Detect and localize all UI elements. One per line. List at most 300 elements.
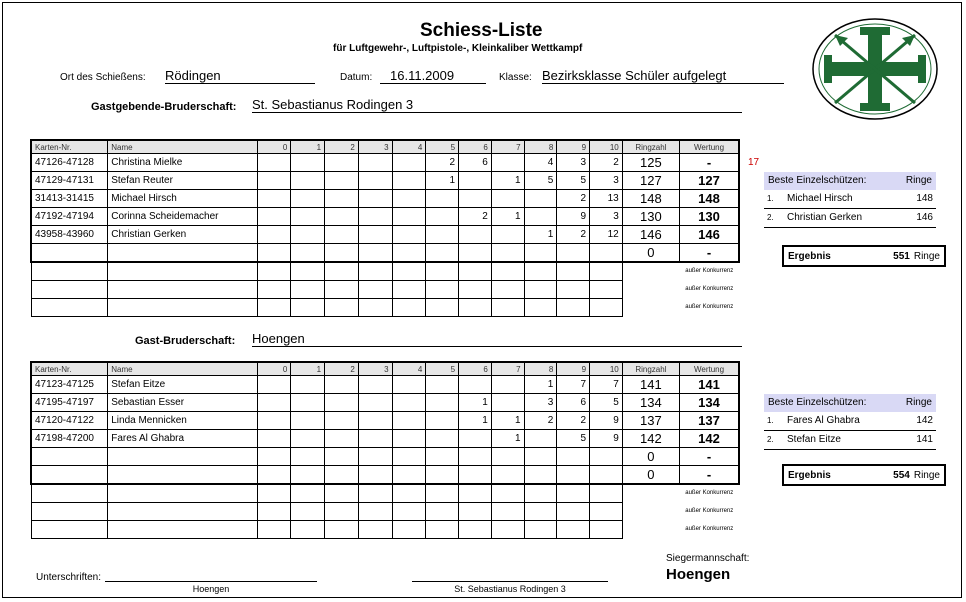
column-header: 2 xyxy=(325,140,359,154)
score-count-cell: 6 xyxy=(557,394,590,412)
shooter-name-cell: Michael Hirsch xyxy=(108,190,257,208)
signature-label-guest: Hoengen xyxy=(192,584,230,594)
score-count-cell xyxy=(524,208,557,226)
blank-cell xyxy=(358,503,392,521)
rings: 142 xyxy=(916,415,933,426)
score-count-cell xyxy=(257,190,291,208)
score-count-cell: 2 xyxy=(557,412,590,430)
score-count-cell xyxy=(491,226,524,244)
blank-cell xyxy=(31,521,108,539)
result-unit: Ringe xyxy=(913,250,940,262)
score-count-cell: 1 xyxy=(459,394,492,412)
host-team-label: Gastgebende-Bruderschaft: xyxy=(91,101,237,113)
winner-label: Siegermannschaft: xyxy=(666,553,750,564)
blank-cell xyxy=(358,521,392,539)
score-count-cell xyxy=(491,376,524,394)
score-count-cell xyxy=(291,376,325,394)
column-header: 9 xyxy=(557,140,590,154)
score-count-cell: 9 xyxy=(557,208,590,226)
score-count-cell: 1 xyxy=(459,412,492,430)
score-count-cell xyxy=(491,448,524,466)
blank-cell xyxy=(459,503,492,521)
guest-team-name: Hoengen xyxy=(252,331,742,347)
rating-cell: - xyxy=(680,244,739,263)
table-row xyxy=(31,394,739,412)
column-header: 4 xyxy=(392,362,426,376)
score-count-cell xyxy=(524,466,557,485)
score-count-cell: 5 xyxy=(590,394,623,412)
score-count-cell xyxy=(291,154,325,172)
datum-label: Datum: xyxy=(340,72,373,83)
score-count-cell xyxy=(358,208,392,226)
column-header: 0 xyxy=(257,140,291,154)
score-count-cell xyxy=(557,244,590,263)
score-count-cell xyxy=(358,190,392,208)
blank-cell xyxy=(325,521,359,539)
blank-row xyxy=(31,484,739,503)
blank-cell xyxy=(557,281,590,299)
shooter-name: Stefan Eitze xyxy=(787,434,841,445)
blank-cell xyxy=(459,262,492,281)
blank-cell xyxy=(392,262,426,281)
score-count-cell: 2 xyxy=(459,208,492,226)
ring-total-cell: 127 xyxy=(622,172,679,190)
rating-cell: - xyxy=(680,154,739,172)
blank-row xyxy=(31,262,739,281)
blank-cell xyxy=(358,262,392,281)
score-count-cell: 2 xyxy=(524,412,557,430)
score-count-cell xyxy=(257,394,291,412)
score-count-cell xyxy=(524,430,557,448)
blank-row xyxy=(31,503,739,521)
score-count-cell xyxy=(524,448,557,466)
score-count-cell xyxy=(291,172,325,190)
score-count-cell: 1 xyxy=(426,172,459,190)
out-of-competition-note: außer Konkurrenz xyxy=(685,304,734,310)
card-number-cell: 47123-47125 xyxy=(31,376,108,394)
rating-cell: 142 xyxy=(680,430,739,448)
column-header: 0 xyxy=(257,362,291,376)
score-count-cell xyxy=(590,244,623,263)
card-number-cell xyxy=(31,244,108,263)
score-count-cell xyxy=(257,172,291,190)
host-best-shooters xyxy=(764,172,936,228)
score-count-cell xyxy=(257,244,291,263)
out-of-competition-note: außer Konkurrenz xyxy=(685,268,734,275)
column-header: Wertung xyxy=(680,140,739,154)
blank-cell xyxy=(622,503,679,521)
rings: 148 xyxy=(916,193,933,204)
rank: 2. xyxy=(767,435,774,444)
card-number-cell: 47126-47128 xyxy=(31,154,108,172)
score-count-cell xyxy=(459,466,492,485)
blank-cell xyxy=(426,503,459,521)
blank-cell xyxy=(426,299,459,317)
score-count-cell: 3 xyxy=(590,208,623,226)
blank-cell xyxy=(108,262,257,281)
score-count-cell: 2 xyxy=(590,154,623,172)
score-count-cell xyxy=(291,226,325,244)
card-number-cell xyxy=(31,466,108,485)
blank-cell xyxy=(392,521,426,539)
rating-cell: 146 xyxy=(680,226,739,244)
blank-cell xyxy=(557,299,590,317)
score-count-cell xyxy=(392,208,426,226)
blank-cell xyxy=(257,521,291,539)
score-count-cell xyxy=(392,172,426,190)
blank-cell xyxy=(524,521,557,539)
score-count-cell xyxy=(524,244,557,263)
score-count-cell: 5 xyxy=(524,172,557,190)
page-subtitle: für Luftgewehr-, Luftpistole-, Kleinkaliber Wettkampf xyxy=(333,43,583,54)
blank-cell xyxy=(524,299,557,317)
blank-cell xyxy=(325,299,359,317)
column-header: 6 xyxy=(459,140,492,154)
page-title: Schiess-Liste xyxy=(420,20,543,41)
column-header: 10 xyxy=(590,140,623,154)
card-number-cell: 47192-47194 xyxy=(31,208,108,226)
blank-cell xyxy=(358,299,392,317)
score-count-cell: 1 xyxy=(524,376,557,394)
blank-cell xyxy=(358,484,392,503)
score-count-cell xyxy=(257,412,291,430)
rings: 141 xyxy=(916,434,933,445)
score-count-cell: 2 xyxy=(557,226,590,244)
winner-team: Hoengen xyxy=(666,566,731,583)
blank-cell xyxy=(491,299,524,317)
ring-total-cell: 134 xyxy=(622,394,679,412)
score-count-cell xyxy=(325,154,359,172)
score-count-cell xyxy=(257,154,291,172)
rank: 1. xyxy=(767,194,774,203)
column-header: 7 xyxy=(491,362,524,376)
rating-cell: 141 xyxy=(680,376,739,394)
blank-cell xyxy=(325,484,359,503)
score-count-cell xyxy=(291,190,325,208)
score-count-cell xyxy=(557,448,590,466)
shooter-name-cell: Sebastian Esser xyxy=(108,394,257,412)
score-count-cell xyxy=(392,394,426,412)
side-number: 17 xyxy=(748,157,760,168)
shooter-name: Christian Gerken xyxy=(787,212,863,223)
blank-cell xyxy=(459,521,492,539)
blank-cell xyxy=(31,484,108,503)
score-count-cell xyxy=(426,412,459,430)
rating-cell: - xyxy=(680,466,739,485)
score-count-cell xyxy=(459,448,492,466)
score-count-cell xyxy=(392,448,426,466)
blank-cell xyxy=(524,281,557,299)
column-header: Name xyxy=(108,362,257,376)
card-number-cell: 47120-47122 xyxy=(31,412,108,430)
blank-cell xyxy=(257,484,291,503)
blank-cell xyxy=(291,503,325,521)
blank-cell xyxy=(392,299,426,317)
signature-line-guest xyxy=(105,581,317,594)
blank-cell xyxy=(108,521,257,539)
shooter-name-cell: Linda Mennicken xyxy=(108,412,257,430)
signatures-label: Unterschriften: xyxy=(36,572,102,583)
score-count-cell: 7 xyxy=(557,376,590,394)
ort-label: Ort des Schießens: xyxy=(60,72,146,83)
score-count-cell xyxy=(491,244,524,263)
blank-cell xyxy=(524,484,557,503)
result-label: Ergebnis xyxy=(788,469,831,481)
result-value: 554 xyxy=(893,469,910,481)
out-of-competition-note: außer Konkurrenz xyxy=(685,526,734,532)
score-count-cell xyxy=(358,394,392,412)
blank-cell xyxy=(459,484,492,503)
blank-cell xyxy=(590,299,623,317)
rank: 2. xyxy=(767,213,774,222)
score-count-cell xyxy=(291,412,325,430)
score-count-cell xyxy=(426,226,459,244)
column-header: Karten-Nr. xyxy=(31,140,108,154)
ring-total-cell: 0 xyxy=(622,448,679,466)
score-count-cell xyxy=(426,394,459,412)
shooter-name-cell: Fares Al Ghabra xyxy=(108,430,257,448)
score-count-cell xyxy=(392,430,426,448)
blank-cell xyxy=(392,281,426,299)
best-label: Beste Einzelschützen: xyxy=(768,397,867,408)
score-count-cell xyxy=(459,376,492,394)
blank-cell xyxy=(426,484,459,503)
score-count-cell xyxy=(358,448,392,466)
blank-cell xyxy=(491,503,524,521)
score-count-cell: 13 xyxy=(590,190,623,208)
shooter-name-cell: Stefan Eitze xyxy=(108,376,257,394)
ort-value: Rödingen xyxy=(165,68,315,84)
ring-total-cell: 0 xyxy=(622,244,679,263)
score-count-cell: 9 xyxy=(590,412,623,430)
score-count-cell: 2 xyxy=(557,190,590,208)
score-count-cell xyxy=(426,190,459,208)
best-unit: Ringe xyxy=(905,397,932,408)
score-count-cell xyxy=(491,190,524,208)
card-number-cell: 47198-47200 xyxy=(31,430,108,448)
score-count-cell xyxy=(392,154,426,172)
blank-cell xyxy=(590,521,623,539)
score-count-cell xyxy=(257,466,291,485)
blank-cell xyxy=(491,484,524,503)
best-row xyxy=(764,209,936,228)
score-count-cell xyxy=(392,466,426,485)
best-unit: Ringe xyxy=(905,175,932,186)
blank-cell xyxy=(557,484,590,503)
table-row xyxy=(31,244,739,263)
table-row xyxy=(31,430,739,448)
table-row xyxy=(31,154,739,172)
blank-cell xyxy=(622,521,679,539)
card-number-cell: 47129-47131 xyxy=(31,172,108,190)
score-count-cell xyxy=(392,226,426,244)
column-header: 5 xyxy=(426,140,459,154)
score-count-cell xyxy=(426,430,459,448)
blank-cell xyxy=(108,503,257,521)
score-count-cell xyxy=(590,448,623,466)
blank-cell xyxy=(108,484,257,503)
shooter-name: Fares Al Ghabra xyxy=(787,415,860,426)
blank-cell xyxy=(291,521,325,539)
score-count-cell: 1 xyxy=(491,412,524,430)
score-count-cell xyxy=(590,466,623,485)
score-count-cell xyxy=(358,412,392,430)
blank-cell xyxy=(622,484,679,503)
score-count-cell xyxy=(325,226,359,244)
rings: 146 xyxy=(916,212,933,223)
score-count-cell xyxy=(358,466,392,485)
blank-cell xyxy=(31,262,108,281)
rating-cell: 127 xyxy=(680,172,739,190)
host-team-name: St. Sebastianus Rodingen 3 xyxy=(252,97,742,113)
blank-cell xyxy=(291,299,325,317)
blank-cell xyxy=(426,521,459,539)
score-count-cell xyxy=(557,466,590,485)
score-count-cell xyxy=(291,208,325,226)
ring-total-cell: 0 xyxy=(622,466,679,485)
column-header: 10 xyxy=(590,362,623,376)
table-row xyxy=(31,376,739,394)
score-count-cell xyxy=(257,430,291,448)
best-row xyxy=(764,412,936,431)
score-count-cell xyxy=(325,172,359,190)
column-header: Ringzahl xyxy=(622,362,679,376)
table-row xyxy=(31,226,739,244)
column-header: 1 xyxy=(291,362,325,376)
score-count-cell xyxy=(291,448,325,466)
blank-cell xyxy=(459,281,492,299)
score-count-cell xyxy=(291,244,325,263)
blank-cell xyxy=(31,281,108,299)
score-count-cell xyxy=(358,154,392,172)
score-count-cell xyxy=(257,226,291,244)
signature-line-host xyxy=(412,581,608,594)
column-header: Karten-Nr. xyxy=(31,362,108,376)
ring-total-cell: 130 xyxy=(622,208,679,226)
score-count-cell xyxy=(325,376,359,394)
blank-cell xyxy=(325,503,359,521)
blank-cell xyxy=(557,521,590,539)
rank: 1. xyxy=(767,416,774,425)
rating-cell: 137 xyxy=(680,412,739,430)
best-row xyxy=(764,190,936,209)
score-count-cell xyxy=(358,376,392,394)
score-count-cell xyxy=(325,190,359,208)
blank-row xyxy=(31,281,739,299)
blank-cell xyxy=(291,281,325,299)
blank-cell xyxy=(459,299,492,317)
ring-total-cell: 125 xyxy=(622,154,679,172)
blank-cell xyxy=(622,262,679,281)
score-count-cell xyxy=(491,154,524,172)
rating-cell: - xyxy=(680,448,739,466)
out-of-competition-note: außer Konkurrenz xyxy=(685,490,734,497)
card-number-cell: 47195-47197 xyxy=(31,394,108,412)
score-count-cell xyxy=(358,226,392,244)
score-count-cell xyxy=(426,466,459,485)
score-count-cell xyxy=(325,412,359,430)
best-row xyxy=(764,431,936,450)
score-count-cell xyxy=(325,394,359,412)
column-header: 8 xyxy=(524,362,557,376)
blank-cell xyxy=(622,281,679,299)
column-header: 1 xyxy=(291,140,325,154)
score-count-cell: 3 xyxy=(524,394,557,412)
score-count-cell xyxy=(358,172,392,190)
blank-cell xyxy=(291,262,325,281)
table-row xyxy=(31,208,739,226)
blank-cell xyxy=(557,503,590,521)
blank-cell xyxy=(291,484,325,503)
klasse-value: Bezirksklasse Schüler aufgelegt xyxy=(542,68,784,84)
blank-cell xyxy=(257,299,291,317)
column-header: 3 xyxy=(358,140,392,154)
blank-cell xyxy=(590,262,623,281)
rating-cell: 134 xyxy=(680,394,739,412)
score-count-cell xyxy=(392,376,426,394)
blank-cell xyxy=(31,503,108,521)
score-count-cell xyxy=(491,466,524,485)
column-header: Wertung xyxy=(680,362,739,376)
score-count-cell: 4 xyxy=(524,154,557,172)
score-count-cell xyxy=(325,208,359,226)
card-number-cell: 31413-31415 xyxy=(31,190,108,208)
blank-cell xyxy=(392,484,426,503)
ring-total-cell: 142 xyxy=(622,430,679,448)
guest-result-box xyxy=(782,464,946,486)
score-count-cell: 1 xyxy=(491,172,524,190)
column-header: 2 xyxy=(325,362,359,376)
guest-best-shooters xyxy=(764,394,936,450)
guest-team-table xyxy=(30,361,740,539)
blank-cell xyxy=(590,281,623,299)
score-count-cell xyxy=(426,208,459,226)
blank-cell xyxy=(257,281,291,299)
column-header: 9 xyxy=(557,362,590,376)
host-result-box xyxy=(782,245,946,267)
score-count-cell: 5 xyxy=(557,172,590,190)
column-header: 7 xyxy=(491,140,524,154)
blank-cell xyxy=(325,262,359,281)
blank-cell xyxy=(358,281,392,299)
score-count-cell xyxy=(459,172,492,190)
blank-cell xyxy=(491,262,524,281)
blank-cell xyxy=(31,299,108,317)
column-header: Name xyxy=(108,140,257,154)
blank-cell xyxy=(108,299,257,317)
blank-row xyxy=(31,521,739,539)
table-row xyxy=(31,190,739,208)
blank-cell xyxy=(622,299,679,317)
card-number-cell: 43958-43960 xyxy=(31,226,108,244)
best-label: Beste Einzelschützen: xyxy=(768,175,867,186)
ring-total-cell: 148 xyxy=(622,190,679,208)
table-header xyxy=(31,140,739,154)
brotherhood-logo xyxy=(810,17,940,121)
score-count-cell xyxy=(392,190,426,208)
table-row xyxy=(31,412,739,430)
shooter-name-cell: Christian Gerken xyxy=(108,226,257,244)
datum-value: 16.11.2009 xyxy=(380,68,486,84)
blank-cell xyxy=(392,503,426,521)
score-count-cell: 7 xyxy=(590,376,623,394)
result-value: 551 xyxy=(893,250,910,262)
score-count-cell: 1 xyxy=(491,430,524,448)
shooter-name-cell: Christina Mielke xyxy=(108,154,257,172)
blank-cell xyxy=(491,281,524,299)
shooter-name-cell: Stefan Reuter xyxy=(108,172,257,190)
table-row xyxy=(31,466,739,485)
